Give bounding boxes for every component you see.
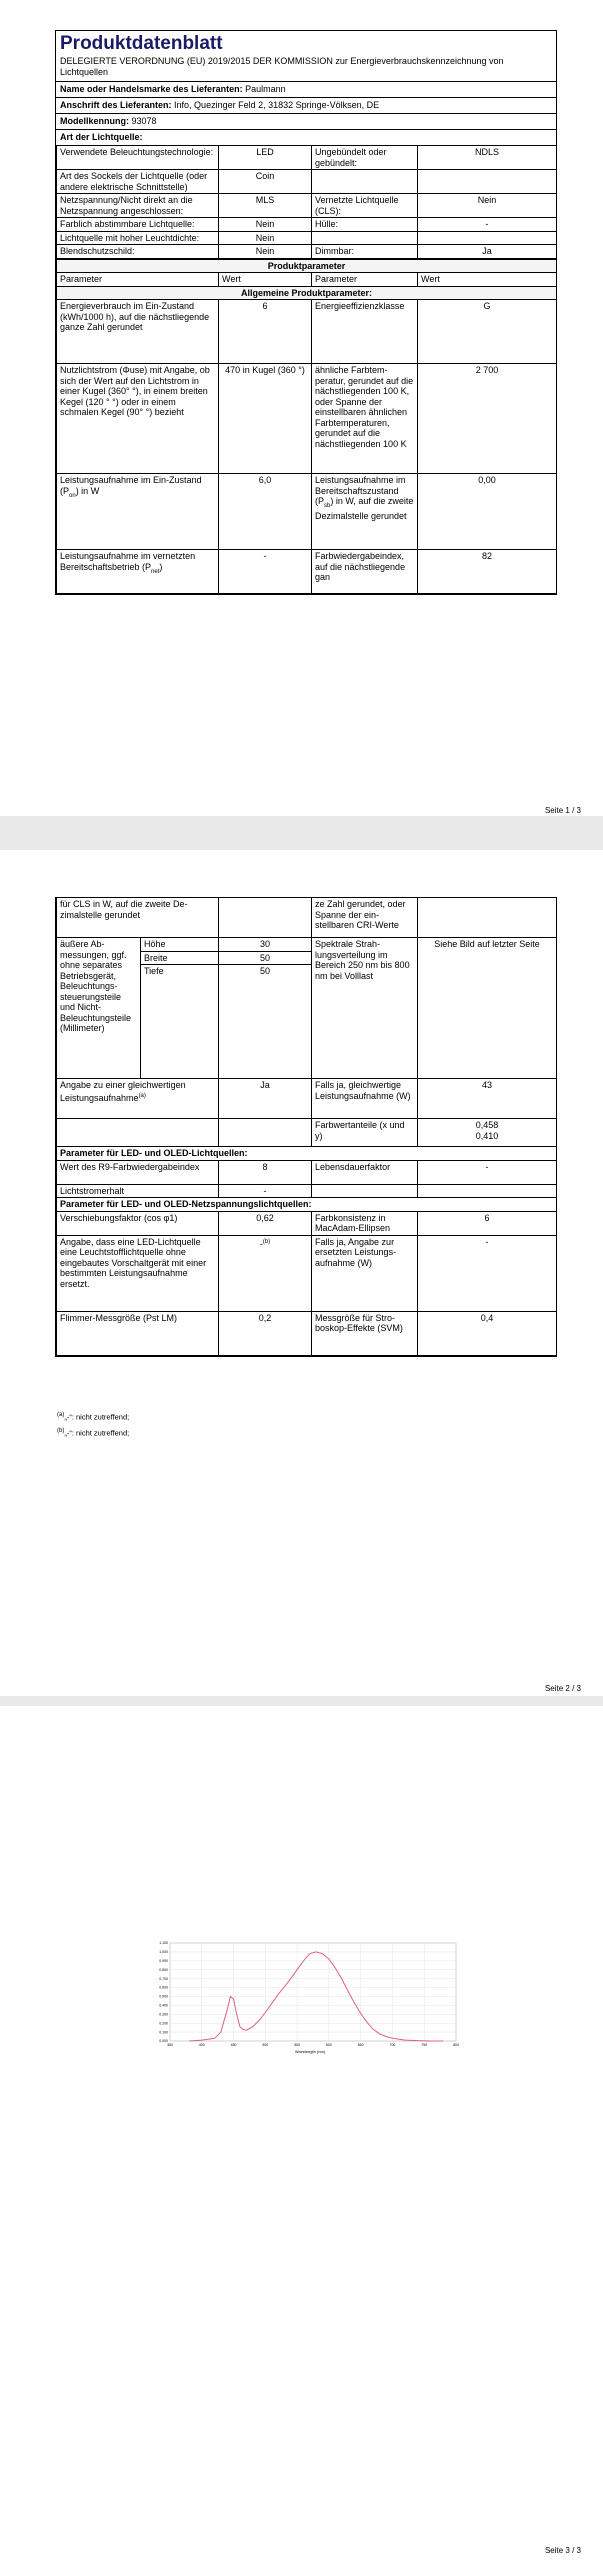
- type-cell-l2: Dimmbar:: [312, 245, 418, 259]
- consistency-label: Farbkonsistenz in MacAdam-Ellipsen: [312, 1211, 418, 1235]
- chart-x-tick: 450: [230, 2043, 237, 2047]
- spectral-label: Spektrale Strahlungsverteilung im Bereich 250 nm bis 800 nm bei Volllast: [312, 938, 418, 1079]
- page-number-3: Seite 3 / 3: [544, 2546, 581, 2555]
- replacement-power-value: -: [418, 1235, 557, 1311]
- light-type-label: Art der Lichtquelle:: [60, 132, 143, 142]
- type-cell-l1: Farblich abstimmbare Lichtquelle:: [57, 218, 219, 232]
- chart-x-tick: 600: [325, 2043, 332, 2047]
- section-led-parameters: Parameter für LED- und OLED-Lichtquellen:: [57, 1147, 557, 1161]
- model-value: 93078: [131, 116, 157, 126]
- supplier-address-label: Anschrift des Lieferanten:: [60, 100, 172, 110]
- type-cell-v1: Nein: [219, 245, 312, 259]
- type-cell-v2: Ja: [418, 245, 557, 259]
- chart-y-tick: 0.600: [159, 1985, 168, 1990]
- maintenance-empty-2: [418, 1184, 557, 1198]
- power-networked-label: Leistungsaufnahme im vernetzten Bereitschaftsbetrieb $(P_{net})$: [57, 550, 219, 594]
- type-cell-v2: [418, 170, 557, 194]
- supplier-name-label: Name oder Handelsmarke des Lieferanten:: [60, 84, 243, 94]
- light-type-row: [57, 146, 557, 170]
- replacement-power-label: Falls ja, Angabe zur ersetzten Leistungsaufnahme (W): [312, 1235, 418, 1311]
- type-cell-l2: Hülle:: [312, 218, 418, 232]
- light-type-row: [56, 130, 556, 145]
- type-cell-v2: [418, 231, 557, 245]
- chart-x-tick: 400: [198, 2043, 205, 2047]
- equivalent-power-claim: Ja: [219, 1079, 312, 1119]
- power-standby-value: 0,00: [418, 474, 557, 550]
- consistency-value: 6: [418, 1211, 557, 1235]
- displacement-value: 0,62: [219, 1211, 312, 1235]
- chart-plot-area: [170, 1943, 456, 2041]
- chart-y-tick: 0.500: [159, 1994, 168, 1999]
- supplier-address-value: Info, Quezinger Feld 2, 31832 Springe-Völksen, DE: [174, 100, 380, 110]
- light-type-row: [57, 245, 557, 259]
- chart-y-tick: 0.400: [159, 2003, 168, 2008]
- cri-value: 82: [418, 550, 557, 594]
- type-cell-l1: Blendschutzschild:: [57, 245, 219, 259]
- dim-name-height: Höhe: [141, 938, 219, 952]
- dim-value-width: 50: [219, 951, 312, 965]
- flicker-label: Flimmer-Messgröße (Pst LM): [57, 1311, 219, 1355]
- chart-x-tick: 350: [167, 2043, 173, 2047]
- power-standby-label: Leistungsaufnahme im Bereitschaftszustand $(P_{sb})$ in W, auf die zweite Dezimalstelle gerundet: [312, 474, 418, 550]
- page-3: [0, 1706, 603, 2560]
- equivalent-power-w-value: 43: [418, 1079, 557, 1119]
- chart-y-tick: 0.700: [159, 1976, 168, 1981]
- chart-x-axis-label: Wavelength (nm): [294, 2049, 326, 2054]
- light-type-row: [57, 170, 557, 194]
- spectral-value: Siehe Bild auf letzter Seite: [418, 938, 557, 1079]
- light-type-row: [57, 231, 557, 245]
- power-networked-value-cont: [219, 898, 312, 938]
- replacement-claim-label: Angabe, dass eine LED-Lichtquelle eine Leuchtstofflichtquelle ohne eingebautes Vorschaltgerät mit einer bestimmten Leistungsaufnahme ersetzt.: [57, 1235, 219, 1311]
- equivalent-power-label: Angabe zu einer gleichwertigen Leistungsaufnahme$^{(a)}$: [57, 1079, 219, 1119]
- cri-value-cont: [418, 898, 557, 938]
- dim-value-depth: 50: [219, 965, 312, 1079]
- chart-x-tick: 500: [262, 2043, 269, 2047]
- cct-value: 2 700: [418, 364, 557, 474]
- chart-y-tick: 0.800: [159, 1967, 168, 1972]
- chroma-empty: [57, 1119, 219, 1147]
- model-label: Modellkennung:: [60, 116, 129, 126]
- cri-label-part1: Farbwiedergabeindex, auf die nächstliegende gan: [312, 550, 418, 594]
- dim-name-depth: Tiefe: [141, 965, 219, 1079]
- parameters-table: [56, 259, 557, 595]
- chroma-empty-2: [219, 1119, 312, 1147]
- section-general-parameters: Allgemeine Produktparameter:: [57, 286, 557, 300]
- chroma-values: 0,458 0,410: [418, 1119, 557, 1147]
- chart-x-tick: 650: [357, 2043, 364, 2047]
- lifetime-value: -: [418, 1160, 557, 1184]
- energy-class-value: G: [418, 300, 557, 364]
- maintenance-label: Lichtstromerhalt: [57, 1184, 219, 1198]
- chart-y-tick: 0.000: [159, 2039, 168, 2044]
- power-networked-value: -: [219, 550, 312, 594]
- type-cell-l1: Art des Sockels der Lichtquelle (oder andere elektrische Schnittstelle): [57, 170, 219, 194]
- datasheet-frame-1: [55, 30, 557, 595]
- chart-x-tick: 700: [389, 2043, 396, 2047]
- chart-x-tick: 750: [421, 2043, 428, 2047]
- type-cell-l1: Lichtquelle mit hoher Leuchtdichte:: [57, 231, 219, 245]
- type-cell-v1: Nein: [219, 218, 312, 232]
- col-header-parameter: Parameter: [57, 273, 219, 287]
- chart-x-tick: 800: [453, 2043, 459, 2047]
- page-1: [0, 0, 603, 816]
- supplier-name-row: [56, 82, 556, 98]
- type-cell-l1: Verwendete Beleuchtungstechnologie:: [57, 146, 219, 170]
- displacement-label: Verschiebungsfaktor (cos φ1): [57, 1211, 219, 1235]
- type-cell-v2: -: [418, 218, 557, 232]
- footnote-a: $^{(a)}$„-“: nicht zutreffend;: [57, 1412, 130, 1422]
- power-on-value: 6,0: [219, 474, 312, 550]
- type-cell-v2: NDLS: [418, 146, 557, 170]
- col-header-parameter-2: Parameter: [312, 273, 418, 287]
- chart-y-tick: 0.200: [159, 2021, 168, 2026]
- model-row: [56, 114, 556, 130]
- cct-label: ähnliche Farbtemperatur, gerundet auf die nächstliegenden 100 K, oder Spanne der einstellbaren ähnlichen Farbtemperaturen, gerundet auf die nächstliegenden 100 K: [312, 364, 418, 474]
- r9-value: 8: [219, 1160, 312, 1184]
- page-number-2: Seite 2 / 3: [544, 1684, 581, 1693]
- section-product-parameters: Produktparameter: [57, 259, 557, 273]
- flux-label: Nutzlichtstrom (Φuse) mit Angabe, ob sich der Wert auf den Lichtstrom in einer Kugel (360° °), in einem breiten Kegel (120 ° °) oder in einem schmalen Kegel (90° °) bezieht: [57, 364, 219, 474]
- stroboscopic-value: 0,4: [418, 1311, 557, 1355]
- power-networked-label-cont: für CLS in W, auf die zweite Dezimalstelle gerundet: [57, 898, 219, 938]
- dimensions-label: äußere Abmessungen, ggf. ohne separates Betriebsgerät, Beleuchtungssteuerungsteile und Nicht-Beleuchtungsteile (Millimeter): [57, 938, 141, 1079]
- light-type-row: [57, 194, 557, 218]
- type-cell-l2: Ungebündelt oder gebündelt:: [312, 146, 418, 170]
- dim-name-width: Breite: [141, 951, 219, 965]
- flicker-value: 0,2: [219, 1311, 312, 1355]
- stroboscopic-label: Messgröße für Stroboskop-Effekte (SVM): [312, 1311, 418, 1355]
- type-cell-v1: Coin: [219, 170, 312, 194]
- type-cell-v1: LED: [219, 146, 312, 170]
- type-cell-l2: Vernetzte Lichtquelle (CLS):: [312, 194, 418, 218]
- type-cell-v1: Nein: [219, 231, 312, 245]
- type-cell-l2: [312, 231, 418, 245]
- regulation-subtitle: DELEGIERTE VERORDNUNG (EU) 2019/2015 DER KOMMISSION zur Energieverbrauchskennzeichnung von Lichtquellen: [56, 55, 556, 82]
- maintenance-value: -: [219, 1184, 312, 1198]
- power-on-label: Leistungsaufnahme im Ein-Zustand $(P_{on})$ in W: [57, 474, 219, 550]
- col-header-value-2: Wert: [418, 273, 557, 287]
- page-title: Produktdatenblatt: [60, 33, 223, 54]
- supplier-address-row: [56, 98, 556, 114]
- flux-value: 470 in Kugel (360 °): [219, 364, 312, 474]
- chart-y-tick: 0.900: [159, 1959, 168, 1964]
- replacement-claim-value: -$^{(b)}$: [219, 1235, 312, 1311]
- dim-value-height: 30: [219, 938, 312, 952]
- chart-x-tick: 550: [294, 2043, 301, 2047]
- page-number-1: Seite 1 / 3: [544, 806, 581, 815]
- maintenance-empty: [312, 1184, 418, 1198]
- chart-y-tick: 1.100: [159, 1941, 168, 1946]
- type-cell-v1: MLS: [219, 194, 312, 218]
- energy-value: 6: [219, 300, 312, 364]
- chart-y-tick: 0.300: [159, 2012, 168, 2017]
- type-cell-v2: Nein: [418, 194, 557, 218]
- equivalent-power-w-label: Falls ja, gleichwertige Leistungsaufnahme (W): [312, 1079, 418, 1119]
- parameters-table-continued: [56, 897, 557, 1356]
- footnote-b: $^{(b)}$„-“: nicht zutreffend;: [57, 1428, 130, 1438]
- col-header-value: Wert: [219, 273, 312, 287]
- section-mains-parameters: Parameter für LED- und OLED-Netzspannungslichtquellen:: [57, 1198, 557, 1212]
- chart-y-tick: 0.100: [159, 2030, 168, 2035]
- energy-label: Energieverbrauch im Ein-Zustand (kWh/1000 h), auf die nächstliegende ganze Zahl gerundet: [57, 300, 219, 364]
- type-cell-l2: [312, 170, 418, 194]
- energy-class-label: Energieeffizienzklasse: [312, 300, 418, 364]
- lifetime-label: Lebensdauerfaktor: [312, 1160, 418, 1184]
- light-type-row: [57, 218, 557, 232]
- type-cell-l1: Netzspannung/Nicht direkt an die Netzspannung angeschlossen:: [57, 194, 219, 218]
- r9-label: Wert des R9-Farbwiedergabeindex: [57, 1160, 219, 1184]
- supplier-name-value: Paulmann: [245, 84, 286, 94]
- cri-label-part2: ze Zahl gerundet, oder Spanne der einstellbaren CRI-Werte: [312, 898, 418, 938]
- spectrum-chart: [144, 1937, 462, 2055]
- light-type-table: [56, 145, 557, 259]
- chart-y-tick: 1.000: [159, 1950, 168, 1955]
- page-2: [0, 850, 603, 1696]
- chroma-label: Farbwertanteile (x und y): [312, 1119, 418, 1147]
- datasheet-frame-2: [55, 897, 557, 1357]
